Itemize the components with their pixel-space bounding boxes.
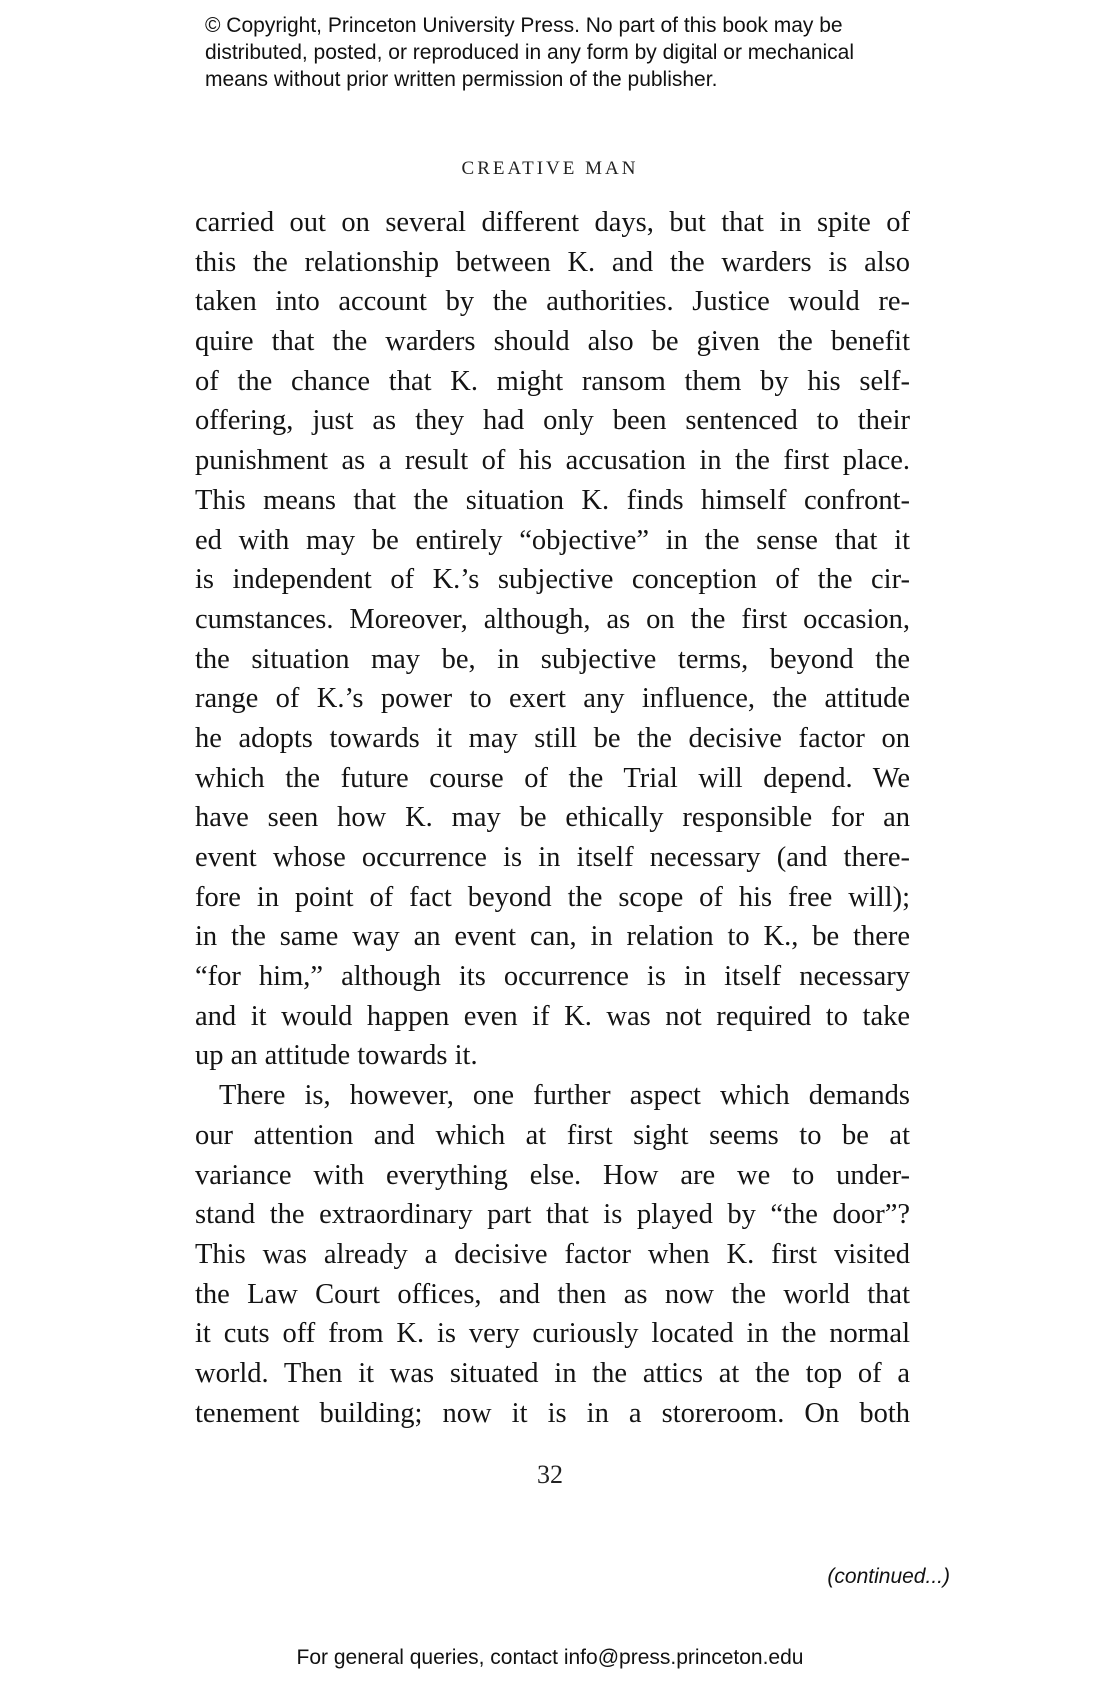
- copyright-notice: [205, 12, 925, 93]
- text-line: our attention and which at first sight seems to be at: [195, 1119, 910, 1151]
- body-text: [195, 203, 910, 1433]
- copyright-line: © Copyright, Princeton University Press. No part of this book may be: [205, 14, 843, 37]
- page-number: 32: [537, 1460, 563, 1489]
- text-line: This means that the situation K. finds himself confront-: [195, 484, 910, 516]
- text-line: taken into account by the authorities. Justice would re-: [195, 286, 910, 318]
- text-line: and it would happen even if K. was not required to take: [195, 1000, 910, 1032]
- text-line: have seen how K. may be ethically responsible for an: [195, 802, 910, 834]
- text-line: it cuts off from K. is very curiously located in the normal: [195, 1318, 910, 1350]
- text-line: “for him,” although its occurrence is in itself necessary: [195, 961, 910, 993]
- text-line: the Law Court offices, and then as now the world that: [195, 1278, 910, 1310]
- text-line: There is, however, one further aspect which demands: [219, 1080, 910, 1112]
- text-line: of the chance that K. might ransom them by his self-: [195, 365, 910, 397]
- text-line: world. Then it was situated in the attics at the top of a: [195, 1357, 910, 1389]
- text-line: event whose occurrence is in itself necessary (and there-: [195, 842, 910, 873]
- text-line: cumstances. Moreover, although, as on the first occasion,: [195, 603, 910, 635]
- text-line: quire that the warders should also be given the benefit: [195, 326, 910, 358]
- text-line: he adopts towards it may still be the decisive factor on: [195, 722, 910, 754]
- text-line: carried out on several different days, but that in spite of: [195, 207, 910, 238]
- text-line: this the relationship between K. and the warders is also: [195, 246, 910, 278]
- continued-label: (continued...): [827, 1565, 950, 1588]
- text-line: is independent of K.’s subjective conception of the cir-: [195, 564, 910, 596]
- text-line: This was already a decisive factor when K. first visited: [195, 1238, 910, 1270]
- text-line: fore in point of fact beyond the scope of his free will);: [195, 881, 910, 913]
- text-line: range of K.’s power to exert any influence, the attitude: [195, 683, 910, 715]
- text-line: stand the extraordinary part that is played by “the door”?: [195, 1199, 910, 1231]
- footer-contact: For general queries, contact info@press.princeton.edu: [296, 1646, 804, 1669]
- text-line: offering, just as they had only been sentenced to their: [195, 405, 910, 437]
- text-line: up an attitude towards it.: [195, 1040, 478, 1072]
- text-line: variance with everything else. How are we to under-: [195, 1159, 910, 1191]
- running-head: CREATIVE MAN: [461, 158, 639, 179]
- copyright-line: means without prior written permission of the publisher.: [205, 68, 718, 91]
- text-line: which the future course of the Trial will depend. We: [195, 762, 910, 794]
- text-line: ed with may be entirely “objective” in the sense that it: [195, 524, 910, 556]
- text-line: the situation may be, in subjective terms, beyond the: [195, 643, 910, 675]
- text-line: punishment as a result of his accusation in the first place.: [195, 445, 910, 477]
- copyright-line: distributed, posted, or reproduced in any form by digital or mechanical: [205, 41, 855, 64]
- text-line: tenement building; now it is in a storeroom. On both: [195, 1397, 910, 1429]
- text-line: in the same way an event can, in relation to K., be there: [195, 921, 910, 953]
